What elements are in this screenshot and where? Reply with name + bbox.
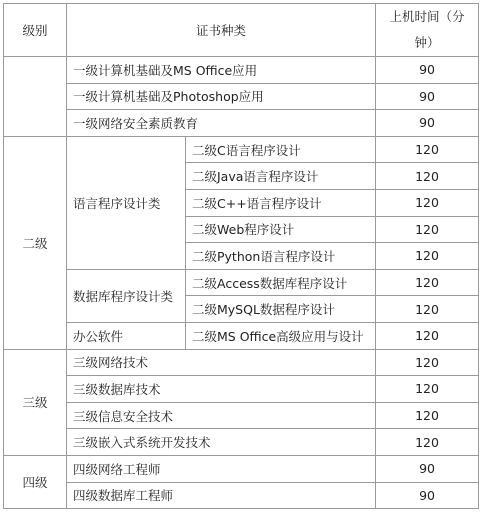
cert-time: 90: [376, 455, 479, 482]
cert-name: 三级网络技术: [67, 349, 376, 376]
cert-name: 三级嵌入式系统开发技术: [67, 429, 376, 456]
cert-time: 120: [376, 322, 479, 349]
exam-table: [3, 3, 479, 509]
cert-time: 120: [376, 296, 479, 323]
cert-time: 90: [376, 83, 479, 110]
cert-time: 120: [376, 216, 479, 243]
cert-time: 120: [376, 269, 479, 296]
cert-name: 二级MS Office高级应用与设计: [186, 322, 376, 349]
cert-time: 120: [376, 243, 479, 270]
level4-cell: 四级: [4, 455, 67, 508]
cert-time: 120: [376, 189, 479, 216]
table-row: [4, 57, 479, 84]
table-row: [4, 110, 479, 137]
time-header: 上机时间（分钟）: [376, 4, 479, 57]
table-row: [4, 429, 479, 456]
level3-cell: 三级: [4, 349, 67, 455]
cert-time: 120: [376, 136, 479, 163]
cert-name: 三级数据库技术: [67, 376, 376, 403]
header-row: [4, 4, 479, 57]
cert-time: 120: [376, 349, 479, 376]
cert-time: 90: [376, 110, 479, 137]
level-header: 级别: [4, 4, 67, 57]
cert-type-header: 证书种类: [67, 4, 376, 57]
cert-name: 一级网络安全素质教育: [67, 110, 376, 137]
table-row: [4, 402, 479, 429]
level2-cell: 二级: [4, 136, 67, 349]
table-row: [4, 482, 479, 509]
cert-time: 90: [376, 57, 479, 84]
cert-name: 二级C语言程序设计: [186, 136, 376, 163]
table-row: [4, 349, 479, 376]
table-row: [4, 376, 479, 403]
table-row: [4, 83, 479, 110]
cert-time: 120: [376, 163, 479, 190]
cert-name: 一级计算机基础及MS Office应用: [67, 57, 376, 84]
group-database: 数据库程序设计类: [67, 269, 186, 322]
cert-name: 二级MySQL数据程序设计: [186, 296, 376, 323]
cert-name: 一级计算机基础及Photoshop应用: [67, 83, 376, 110]
cert-name: 二级Java语言程序设计: [186, 163, 376, 190]
cert-time: 90: [376, 482, 479, 509]
table-row: [4, 269, 479, 296]
cert-name: 二级Access数据库程序设计: [186, 269, 376, 296]
cert-name: 四级数据库工程师: [67, 482, 376, 509]
table-row: [4, 455, 479, 482]
cert-time: 120: [376, 429, 479, 456]
group-language: 语言程序设计类: [67, 136, 186, 269]
cert-name: 二级C++语言程序设计: [186, 189, 376, 216]
cert-name: 二级Web程序设计: [186, 216, 376, 243]
cert-time: 120: [376, 402, 479, 429]
table-row: [4, 136, 479, 163]
level1-cell: [4, 57, 67, 137]
table-row: [4, 322, 479, 349]
cert-time: 120: [376, 376, 479, 403]
cert-name: 四级网络工程师: [67, 455, 376, 482]
cert-name: 三级信息安全技术: [67, 402, 376, 429]
cert-name: 二级Python语言程序设计: [186, 243, 376, 270]
group-office: 办公软件: [67, 322, 186, 349]
